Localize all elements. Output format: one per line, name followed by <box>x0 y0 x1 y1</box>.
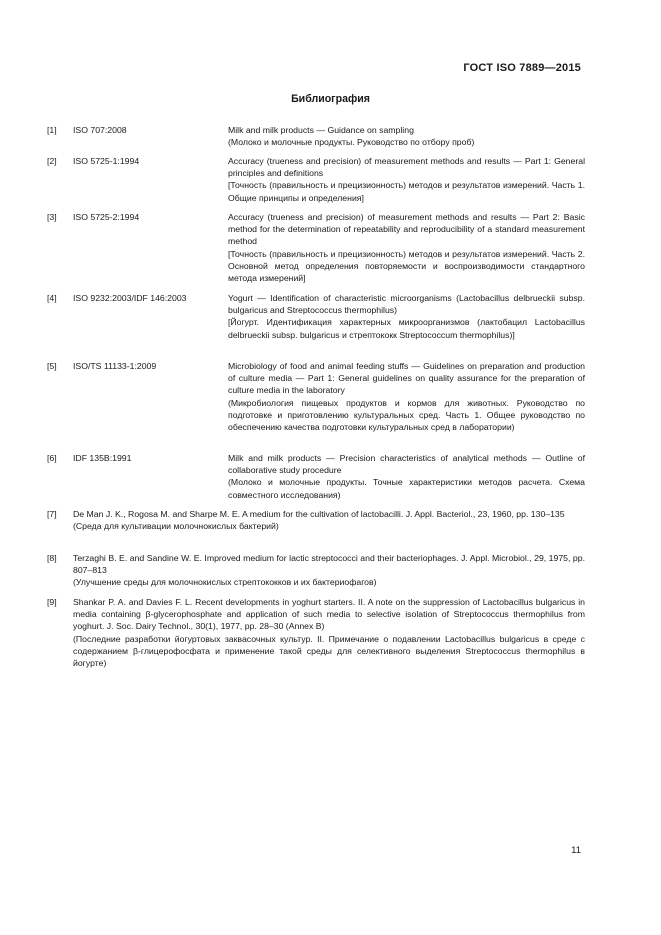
reference-number: [6] <box>47 453 57 463</box>
reference-title: De Man J. K., Rogosa M. and Sharpe M. E. A medium for the cultivation of lactobacilli. J. Appl. Bacteriol., 23, 1960, pp. 130–135 <box>73 509 565 519</box>
reference-title: Terzaghi B. E. and Sandine W. E. Improved medium for lactic streptococci and their bacteriophages. J. Appl. Microbiol., 29, 1975, pp. 807–813 <box>73 553 585 576</box>
reference-number: [1] <box>47 125 57 135</box>
reference-translation: (Молоко и молочные продукты. Точные характеристики методов расчета. Схема совместного исследования) <box>228 477 585 500</box>
reference-2 <box>47 155 585 204</box>
reference-1 <box>47 124 585 148</box>
reference-translation: (Молоко и молочные продукты. Руководство по отбору проб) <box>228 137 475 148</box>
reference-translation: (Среда для культивации молочнокислых бактерий) <box>73 521 279 532</box>
reference-9 <box>47 596 585 669</box>
reference-number: [9] <box>47 597 57 607</box>
reference-title: Shankar P. A. and Davies F. L. Recent developments in yoghurt starters. II. A note on the suppression of Lactobacillus bulgaricus in media containing β-glycerophosphate and application of such media to selective isolation of Streptococcus thermophilus from yoghurt. J. Soc. Dairy Technol., 30(1), 1977, pp. 28–30 (Annex B) <box>73 597 585 632</box>
reference-translation: [Точность (правильность и прецизионность) методов и результатов измерений. Часть 1. Общие принципы и определения] <box>228 180 585 203</box>
reference-4 <box>47 292 585 341</box>
reference-code: ISO/TS 11133-1:2009 <box>73 361 157 371</box>
reference-number: [2] <box>47 156 57 166</box>
reference-5 <box>47 360 585 433</box>
reference-number: [8] <box>47 553 57 563</box>
reference-number: [7] <box>47 509 57 519</box>
reference-title: Milk and milk products — Guidance on sampling <box>228 125 414 135</box>
reference-number: [4] <box>47 293 57 303</box>
reference-code: ISO 9232:2003/IDF 146:2003 <box>73 293 187 303</box>
reference-number: [3] <box>47 212 57 222</box>
reference-title: Microbiology of food and animal feeding stuffs — Guidelines on preparation and production of culture media — Part 1: General guidelines on quality assurance for the preparation of culture media in the laboratory <box>228 361 585 396</box>
reference-title: Accuracy (trueness and precision) of measurement methods and results — Part 2: Basic method for the determination of repeatability and reproducibility of a standard measurement method <box>228 212 585 247</box>
reference-number: [5] <box>47 361 57 371</box>
reference-code: ISO 707:2008 <box>73 125 127 135</box>
reference-translation: (Улучшение среды для молочнокислых стрептококков и их бактериофагов) <box>73 577 377 588</box>
reference-title: Accuracy (trueness and precision) of measurement methods and results — Part 1: General principles and definitions <box>228 156 585 179</box>
reference-7 <box>47 508 585 532</box>
page-number: 11 <box>571 845 581 856</box>
reference-translation: [Точность (правильность и прецизионность) методов и результатов измерений. Часть 2. Основной метод определения повторяемости и воспроизводимости стандартного метода измерений] <box>228 248 585 284</box>
reference-title: Yogurt — Identification of characteristic microorganisms (Lactobacillus delbrueckii subsp. bulgaricus and Streptococcus thermophilus) <box>228 293 585 316</box>
reference-code: IDF 135B:1991 <box>73 453 132 463</box>
reference-8 <box>47 552 585 589</box>
reference-translation: (Микробиология пищевых продуктов и кормов для животных. Руководство по подготовке и приготовлению культуральных сред. Часть 1. Общее руководство по обеспечению качества подготовки культуральных сред в лаборатории) <box>228 397 585 433</box>
reference-title: Milk and milk products — Precision characteristics of analytical methods — Outline of collaborative study procedure <box>228 453 585 476</box>
reference-translation: (Последние разработки йогуртовых заквасочных культур. II. Примечание о подавлении Lactobacillus bulgaricus в среде с содержанием β-глицерофосфата и применение такой среды для селективного выделения Streptococcus thermophilus в йогурте) <box>73 633 585 669</box>
reference-translation: [Йогурт. Идентификация характерных микроорганизмов (лактобацил Lactobacillus delbrueckii subsp. bulgaricus и стрептококк Streptococcum thermophilus)] <box>228 317 585 340</box>
reference-code: ISO 5725-1:1994 <box>73 156 140 166</box>
bibliography-title: Библиография <box>291 93 370 105</box>
running-header: ГОСТ ISO 7889—2015 <box>463 62 581 74</box>
reference-code: ISO 5725-2:1994 <box>73 212 140 222</box>
reference-3 <box>47 211 585 284</box>
reference-6 <box>47 452 585 501</box>
